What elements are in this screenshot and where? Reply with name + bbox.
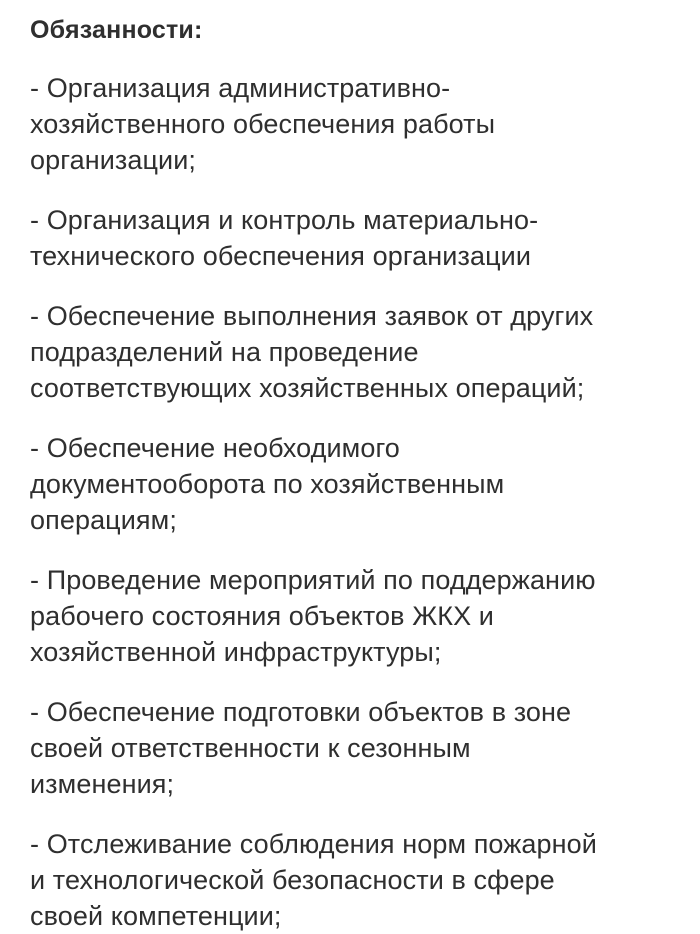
duty-item-7-line-1: - Отслеживание соблюдения норм пожарной [30,829,597,859]
duty-item-7 [30,826,680,934]
duty-item-3-line-3: соответствующих хозяйственных операций; [30,373,585,403]
duty-item-4-line-1: - Обеспечение необходимого [30,433,400,463]
duty-item-5-line-2: рабочего состояния объектов ЖКХ и [30,601,494,631]
duty-item-5 [30,562,680,670]
duty-item-2-line-1: - Организация и контроль материально- [30,205,539,235]
duty-item-3-line-1: - Обеспечение выполнения заявок от других [30,301,594,331]
duty-item-4 [30,430,680,538]
duty-item-2-line-2: технического обеспечения организации [30,241,532,271]
duty-item-7-line-2: и технологической безопасности в сфере [30,865,555,895]
duty-item-5-line-3: хозяйственной инфраструктуры; [30,637,442,667]
duty-item-6 [30,694,680,802]
duty-item-1 [30,70,680,178]
duty-item-5-line-1: - Проведение мероприятий по поддержанию [30,565,596,595]
duty-item-6-line-3: изменения; [30,769,175,799]
duty-item-6-line-1: - Обеспечение подготовки объектов в зоне [30,697,572,727]
duty-item-3 [30,298,680,406]
duty-item-7-line-3: своей компетенции; [30,901,282,931]
duties-heading: Обязанности: [30,16,203,44]
duty-item-1-line-1: - Организация административно- [30,73,451,103]
duty-item-3-line-2: подразделений на проведение [30,337,419,367]
duty-item-1-line-2: хозяйственного обеспечения работы [30,109,496,139]
duty-item-4-line-3: операциям; [30,505,177,535]
duty-item-6-line-2: своей ответственности к сезонным [30,733,471,763]
duty-item-1-line-3: организации; [30,145,197,175]
document-content [30,0,680,934]
duty-item-4-line-2: документооборота по хозяйственным [30,469,505,499]
duty-item-2 [30,202,680,274]
